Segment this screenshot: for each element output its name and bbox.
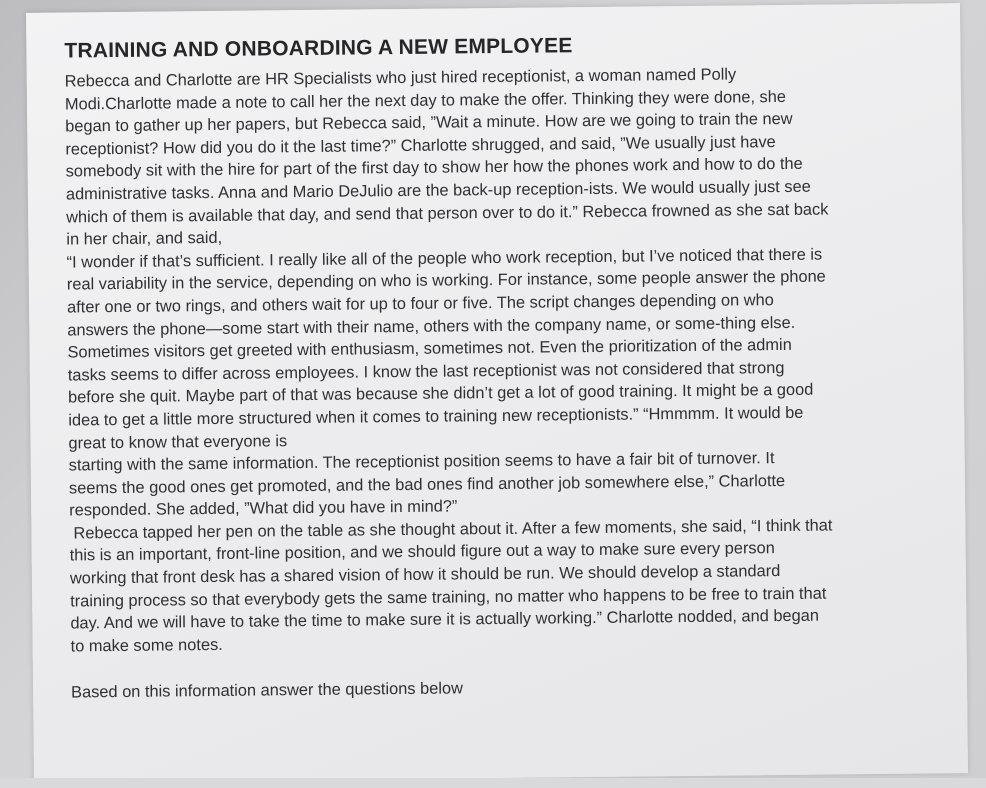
body-line: responded. She added, ”What did you have in mind?”	[69, 497, 458, 520]
body-line: began to gather up her papers, but Rebecca said, ”Wait a minute. How are we going to train the new	[65, 110, 793, 136]
document-title: TRAINING AND ONBOARDING A NEW EMPLOYEE	[64, 34, 573, 63]
body-line: Modi.Charlotte made a note to call her the next day to make the offer. Thinking they were done, she	[64, 87, 787, 114]
closing-instruction: Based on this information answer the questions below	[71, 679, 463, 702]
body-line: tasks seems to differ across employees. I know the last receptionist was not considered that strong	[67, 358, 785, 385]
body-line: this is an important, front-line position, and we should figure out a way to make sure every person	[69, 539, 775, 565]
body-line: training process so that everybody gets the same training, no matter who happens to be free to train that	[70, 584, 827, 611]
body-line: after one or two rings, and others wait for up to four or five. The script changes depending on who	[66, 291, 774, 317]
body-line: answers the phone—some start with their name, others with the company name, or some-thing else.	[67, 313, 796, 340]
body-line: somebody sit with the hire for part of the first day to show her how the phones work and how to do the	[65, 155, 803, 181]
body-line: starting with the same information. The receptionist position seems to have a fair bit of turnover. It	[68, 449, 775, 475]
body-line: working that front desk has a shared vision of how it should be run. We should develop a standard	[69, 562, 781, 588]
body-line: seems the good ones get promoted, and the bad ones find another job somewhere else,” Charlotte	[68, 471, 786, 498]
page-bottom-edge	[0, 778, 986, 788]
document-page	[26, 3, 968, 783]
body-line: real variability in the service, depending on who is working. For instance, some people answer the phone	[66, 267, 826, 294]
body-line: day. And we will have to take the time to make sure it is actually working.” Charlotte nodded, and began	[70, 606, 820, 633]
body-line: idea to get a little more structured when it comes to training new receptionists.” “Hmmmm. It would be	[68, 403, 804, 430]
document-body	[65, 61, 945, 658]
body-line: administrative tasks. Anna and Mario DeJulio are the back-up reception-ists. We would usually just see	[65, 177, 811, 204]
body-line: great to know that everyone is	[68, 431, 288, 452]
body-line: Rebecca tapped her pen on the table as she thought about it. After a few moments, she said, “I think that	[73, 516, 833, 543]
body-line: before she quit. Maybe part of that was because she didn’t get a lot of good training. It might be a good	[67, 381, 814, 407]
body-line: receptionist? How did you do it the last time?” Charlotte shrugged, and said, ”We usually just have	[65, 132, 776, 159]
body-line: Sometimes visitors get greeted with enthusiasm, sometimes not. Even the prioritization of the admin	[67, 336, 792, 362]
body-line: to make some notes.	[70, 635, 223, 656]
body-line: in her chair, and said,	[66, 229, 223, 249]
body-line: which of them is available that day, and send that person over to do it.” Rebecca frowned as she sat back	[66, 200, 829, 227]
body-line: Rebecca and Charlotte are HR Specialists who just hired receptionist, a woman named Polly	[64, 65, 737, 91]
body-line: “I wonder if that’s sufficient. I really like all of the people who work reception, but I’ve noticed that there is	[66, 245, 823, 272]
